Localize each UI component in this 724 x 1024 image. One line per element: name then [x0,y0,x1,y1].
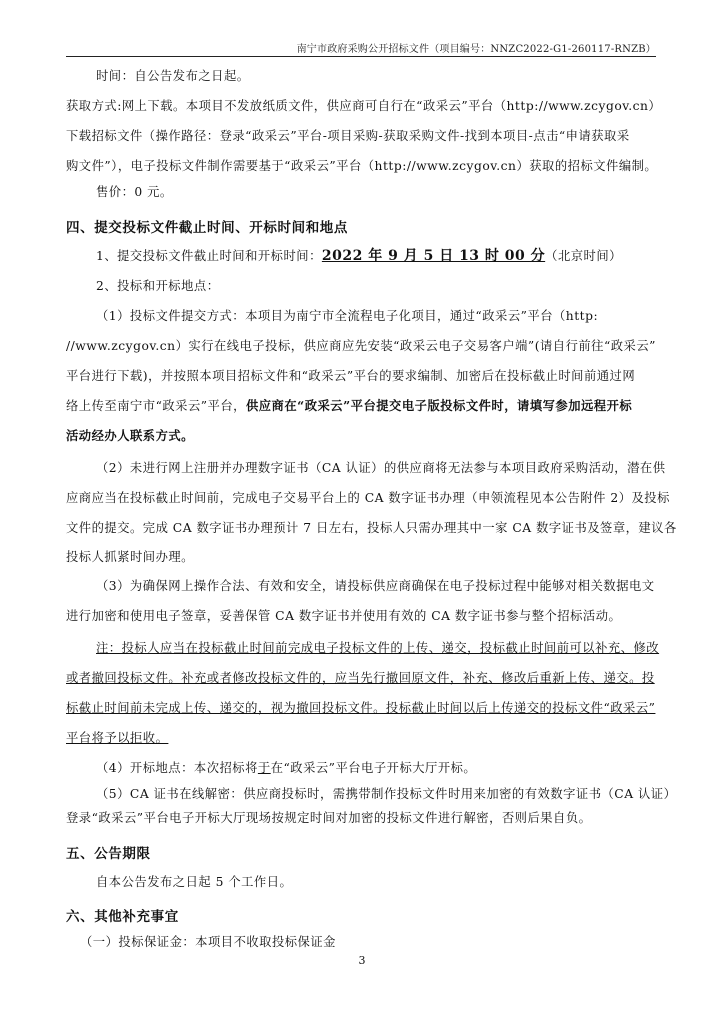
section4-title: 四、提交投标文件截止时间、开标时间和地点 [66,220,348,236]
p2-line-2: 应商应当在投标截止时间前，完成电子交易平台上的 CA 数字证书办理（申领流程见本公告附件 2）及投标 [66,491,670,505]
obtain-time: 时间：自公告发布之日起。 [96,69,250,83]
section6-item1: （一）投标保证金：本项目不收取投标保证金 [80,935,336,949]
p1-line-2: //www.zcygov.cn）实行在线电子投标，供应商应先安装“政采云电子交易客户端”(请自行前往“政采云” [66,339,656,353]
page-number: 3 [358,954,366,967]
p4-part-c: 在“政采云”平台电子开标大厅开标。 [270,761,477,775]
p3-line-2: 进行加密和使用电子签章，妥善保管 CA 数字证书并使用有效的 CA 数字证书参与整个招标活动。 [66,609,622,623]
p4-part-b: 于 [257,761,271,775]
p1-line-1: （1）投标文件提交方式：本项目为南宁市全流程电子化项目，通过“政采云”平台（http: [96,309,599,323]
note-line-4: 平台将予以拒收。 [66,731,169,745]
p2-line-4: 投标人抓紧时间办理。 [66,550,194,564]
header-rule [66,56,656,57]
obtain-price: 售价：0 元。 [96,185,173,199]
p1-line-4-normal: 络上传至南宁市“政采云”平台， [66,399,246,413]
p1-line-4 [66,398,658,414]
p1-line-5: 活动经办人联系方式。 [66,428,194,443]
p5-line-2: 登录“政采云”平台电子开标大厅现场按规定时间对加密的投标文件进行解密，否则后果自负。 [66,811,592,825]
p1-line-4-bold: 供应商在“政采云”平台提交电子版投标文件时，请填写参加远程开标 [245,398,633,413]
p1-line-3: 平台进行下载)，并按照本项目招标文件和“政采云”平台的要求编制、加密后在投标截止时间前通过网 [66,369,636,383]
obtain-method-line-2: 下载招标文件（操作路径：登录“政采云”平台-项目采购-获取采购文件-找到本项目-点击“申请获取采 [66,129,630,143]
item1-prefix: 1、提交投标文件截止时间和开标时间： [96,249,322,263]
section6-title: 六、其他补充事宜 [66,909,179,925]
section4-item1 [96,248,658,264]
obtain-method-line-1: 获取方式:网上下载。本项目不发放纸质文件，供应商可自行在“政采云”平台（http://www.zcygov.cn） [66,99,662,113]
p3-line-1: （3）为确保网上操作合法、有效和安全，请投标供应商确保在电子投标过程中能够对相关数据电文 [96,579,655,593]
item1-datetime: 2022 年 9 月 5 日 13 时 00 分 [321,248,546,264]
p4-part-a: （4）开标地点：本次招标将 [96,761,258,775]
p2-line-1: （2）未进行网上注册并办理数字证书（CA 认证）的供应商将无法参与本项目政府采购活动，潜在供 [96,461,666,475]
running-header: 南宁市政府采购公开招标文件（项目编号：NNZC2022-G1-260117-RNZB） [296,44,656,55]
section5-title: 五、公告期限 [66,846,151,862]
p4-line [96,760,658,776]
note-line-1: 注：投标人应当在投标截止时间前完成电子投标文件的上传、递交，投标截止时间前可以补充、修改 [96,641,660,655]
p5-line-1: （5）CA 证书在线解密：供应商投标时，需携带制作投标文件时用来加密的有效数字证书（CA 认证） [96,787,677,801]
item1-suffix: （北京时间） [545,249,622,263]
note-line-3: 标截止时间前未完成上传、递交的，视为撤回投标文件。投标截止时间以后上传递交的投标文件“政采云” [66,701,656,715]
section5-body: 自本公告发布之日起 5 个工作日。 [96,875,293,889]
section4-item2: 2、投标和开标地点： [96,279,220,293]
note-line-2: 或者撤回投标文件。补充或者修改投标文件的，应当先行撤回原文件，补充、修改后重新上传、递交。投 [66,671,655,685]
p2-line-3: 文件的提交。完成 CA 数字证书办理预计 7 日左右，投标人只需办理其中一家 CA 数字证书及签章，建议各 [66,521,677,535]
obtain-method-line-3: 购文件”），电子投标文件制作需要基于“政采云”平台（http://www.zcygov.cn）获取的招标文件编制。 [66,159,658,173]
